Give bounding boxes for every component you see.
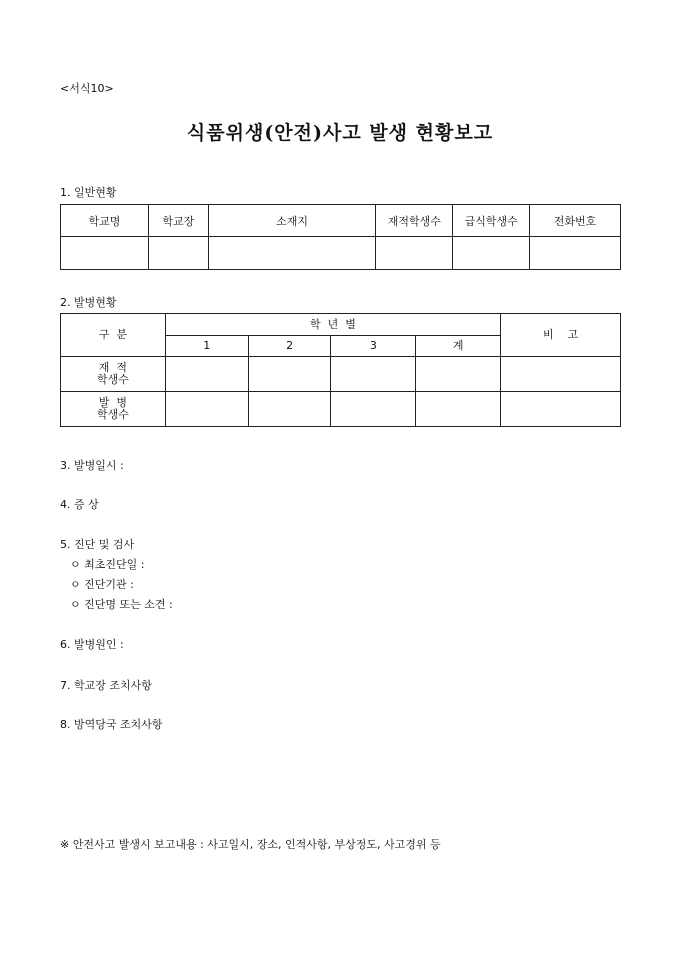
meal-students-cell[interactable] bbox=[453, 237, 530, 270]
general-status-table bbox=[60, 204, 621, 270]
enrolled-grade-1-cell[interactable] bbox=[165, 357, 248, 392]
affected-remarks-cell[interactable] bbox=[501, 392, 621, 427]
section-5-heading: 5. 진단 및 검사 bbox=[60, 538, 135, 551]
section-8-health-authority-actions: 8. 방역당국 조치사항 bbox=[60, 718, 163, 731]
location-cell[interactable] bbox=[208, 237, 376, 270]
header-by-grade: 학 년 별 bbox=[165, 314, 500, 336]
enrolled-students-cell[interactable] bbox=[376, 237, 453, 270]
header-grade-3: 3 bbox=[331, 336, 416, 357]
section-2-heading: 2. 발병현황 bbox=[60, 296, 117, 309]
outbreak-status-table bbox=[60, 313, 621, 427]
diagnosis-opinion: ㅇ 진단명 또는 소견 : bbox=[70, 598, 173, 611]
diagnosis-first-date: ㅇ 최초진단일 : bbox=[70, 558, 145, 571]
header-location: 소재지 bbox=[208, 205, 376, 237]
enrolled-grade-3-cell[interactable] bbox=[331, 357, 416, 392]
header-principal: 학교장 bbox=[148, 205, 208, 237]
table-header-row bbox=[61, 205, 621, 237]
school-name-cell[interactable] bbox=[61, 237, 149, 270]
header-grade-2: 2 bbox=[248, 336, 331, 357]
affected-grade-2-cell[interactable] bbox=[248, 392, 331, 427]
row-label-enrolled bbox=[61, 357, 166, 392]
header-grade-1: 1 bbox=[165, 336, 248, 357]
diagnosis-institution: ㅇ 진단기관 : bbox=[70, 578, 134, 591]
header-enrolled-students: 재적학생수 bbox=[376, 205, 453, 237]
enrolled-grade-2-cell[interactable] bbox=[248, 357, 331, 392]
header-school-name: 학교명 bbox=[61, 205, 149, 237]
row-label-top: 재 적 bbox=[98, 361, 128, 374]
affected-grade-3-cell[interactable] bbox=[331, 392, 416, 427]
row-label-affected bbox=[61, 392, 166, 427]
table-value-row bbox=[61, 237, 621, 270]
table-row bbox=[61, 392, 621, 427]
document-title: 식품위생(안전)사고 발생 현황보고 bbox=[186, 122, 494, 144]
section-6-cause: 6. 발병원인 : bbox=[60, 638, 124, 651]
form-number: <서식10> bbox=[60, 82, 114, 95]
principal-cell[interactable] bbox=[148, 237, 208, 270]
header-meal-students: 급식학생수 bbox=[453, 205, 530, 237]
header-phone: 전화번호 bbox=[530, 205, 621, 237]
enrolled-remarks-cell[interactable] bbox=[501, 357, 621, 392]
table-header-row bbox=[61, 314, 621, 336]
header-remarks: 비 고 bbox=[501, 314, 621, 357]
row-label-bottom: 학생수 bbox=[96, 373, 129, 386]
affected-total-cell[interactable] bbox=[416, 392, 501, 427]
section-7-principal-actions: 7. 학교장 조치사항 bbox=[60, 679, 152, 692]
phone-cell[interactable] bbox=[530, 237, 621, 270]
row-label-top: 발 병 bbox=[98, 396, 128, 409]
enrolled-total-cell[interactable] bbox=[416, 357, 501, 392]
report-note: ※ 안전사고 발생시 보고내용 : 사고일시, 장소, 인적사항, 부상정도, 사고경위 등 bbox=[60, 838, 441, 851]
header-total: 계 bbox=[416, 336, 501, 357]
section-1-heading: 1. 일반현황 bbox=[60, 186, 117, 199]
section-4-symptoms: 4. 증 상 bbox=[60, 498, 99, 511]
header-category: 구 분 bbox=[61, 314, 166, 357]
table-row bbox=[61, 357, 621, 392]
section-3-onset-date: 3. 발병일시 : bbox=[60, 459, 124, 472]
row-label-bottom: 학생수 bbox=[96, 408, 129, 421]
affected-grade-1-cell[interactable] bbox=[165, 392, 248, 427]
